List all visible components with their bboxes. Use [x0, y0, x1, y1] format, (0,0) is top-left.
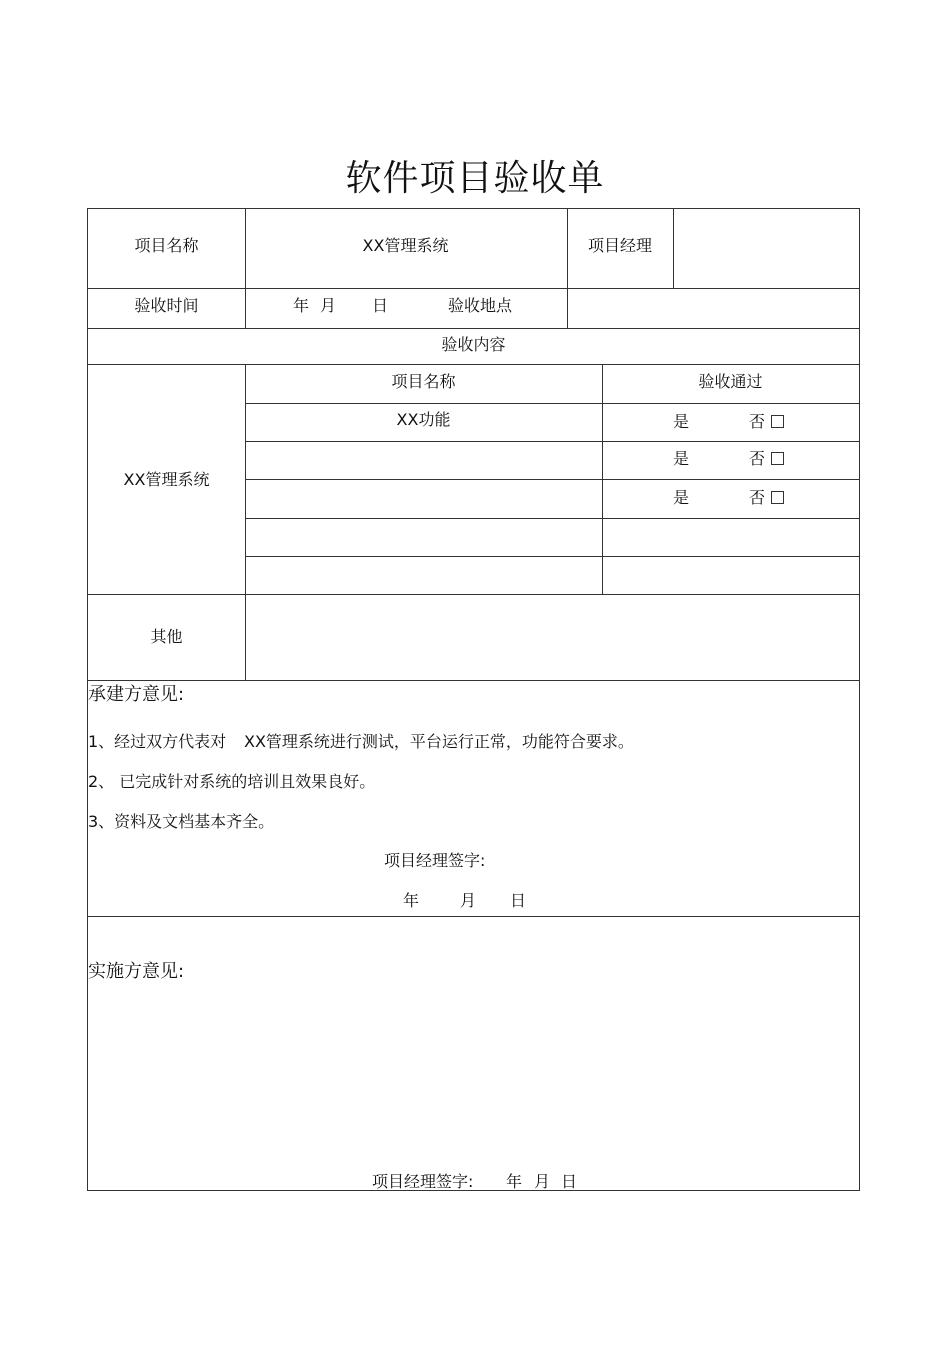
acceptance-date-day: 日 — [372, 296, 389, 315]
system-name-label: XX管理系统 — [123, 470, 210, 489]
contractor-opinion-line3: 3、资料及文档基本齐全。 — [88, 812, 275, 831]
acceptance-date-month: 月 — [320, 296, 337, 315]
contractor-opinion-line1-start: 1、经过双方代表对 — [88, 732, 227, 751]
implementer-date-day: 日 — [561, 1172, 578, 1191]
item-name[interactable]: XX功能 — [396, 410, 451, 429]
col-divider — [567, 209, 568, 328]
row-divider — [245, 479, 859, 480]
implementer-opinion-heading: 实施方意见: — [88, 961, 185, 982]
project-name-value[interactable]: XX管理系统 — [362, 236, 449, 255]
row-divider — [88, 288, 859, 289]
row-divider — [245, 441, 859, 442]
row-divider — [88, 328, 859, 329]
acceptance-date-year: 年 — [293, 296, 310, 315]
contractor-opinion-line1-end: XX管理系统进行测试，平台运行正常，功能符合要求。 — [244, 732, 634, 751]
acceptance-date-label: 验收时间 — [134, 296, 199, 315]
col-divider — [602, 364, 603, 594]
acceptance-place-label: 验收地点 — [448, 296, 513, 315]
row-divider — [88, 916, 859, 917]
contractor-opinion-heading: 承建方意见: — [88, 684, 185, 705]
row-divider — [245, 403, 859, 404]
item-pass-yes: 是 — [673, 488, 690, 507]
row-divider — [88, 364, 859, 365]
item-pass-yes: 是 — [673, 412, 690, 431]
contractor-signature-label: 项目经理签字: — [384, 851, 486, 870]
col-divider — [245, 209, 246, 328]
acceptance-form-table — [87, 208, 860, 1191]
row-divider — [245, 556, 859, 557]
col-divider — [673, 209, 674, 288]
contractor-opinion-line2: 2、 已完成针对系统的培训且效果良好。 — [88, 772, 376, 791]
item-pass-no — [749, 449, 784, 469]
other-label: 其他 — [150, 627, 183, 646]
item-pass-no — [749, 412, 784, 432]
implementer-signature-label: 项目经理签字: — [372, 1172, 474, 1191]
contractor-date-day: 日 — [510, 891, 527, 910]
row-divider — [245, 518, 859, 519]
checkbox-icon[interactable] — [771, 491, 784, 504]
contractor-date-year: 年 — [403, 891, 420, 910]
item-pass-no — [749, 488, 784, 508]
implementer-date-month: 月 — [534, 1172, 551, 1191]
item-pass-no-label: 否 — [749, 449, 766, 468]
row-divider — [88, 594, 859, 595]
implementer-date-year: 年 — [506, 1172, 523, 1191]
project-manager-label: 项目经理 — [587, 236, 652, 255]
acceptance-content-header: 验收内容 — [441, 335, 506, 354]
item-pass-yes: 是 — [673, 449, 690, 468]
document-title: 软件项目验收单 — [345, 158, 605, 199]
items-name-header: 项目名称 — [391, 372, 456, 391]
checkbox-icon[interactable] — [771, 452, 784, 465]
contractor-date-month: 月 — [460, 891, 477, 910]
project-name-label: 项目名称 — [134, 236, 199, 255]
item-pass-no-label: 否 — [749, 412, 766, 431]
items-pass-header: 验收通过 — [698, 372, 763, 391]
item-pass-no-label: 否 — [749, 488, 766, 507]
row-divider — [88, 680, 859, 681]
checkbox-icon[interactable] — [771, 415, 784, 428]
